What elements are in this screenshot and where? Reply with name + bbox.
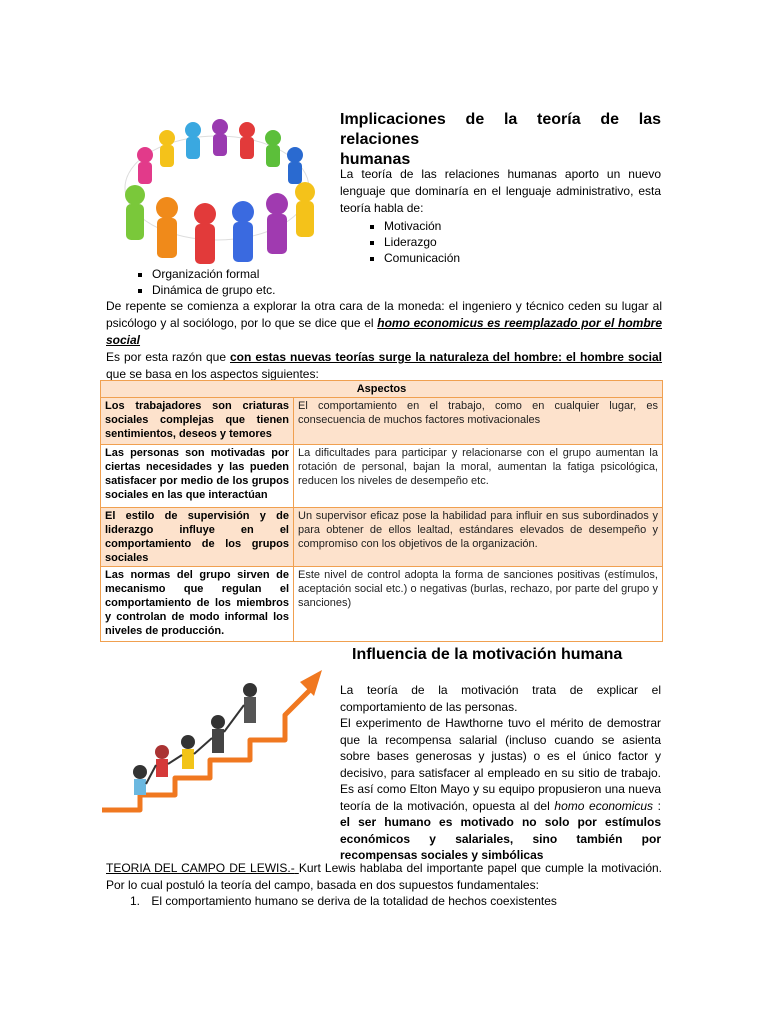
table-row: [101, 508, 663, 567]
lewis-assumptions-list: [130, 893, 557, 909]
homo-economicus-emphasis: homo economicus es reemplazado por el hombre social: [106, 316, 662, 347]
body-paragraph: De repente se comienza a explorar la otra cara de la moneda: el ingeniero y técnico ceden su lugar al psicólogo y al sociólogo, por lo que se dice que el homo economicus es reemplazado por el hombre social Es por esta razón que con estas nuevas teorías surge la naturaleza del hombre: el hombre social que se basa en los aspectos siguientes:: [106, 299, 662, 381]
heading-line-1: Implicaciones de la teoría de las relaciones: [340, 111, 661, 148]
table-cell: Un supervisor eficaz pose la habilidad para influir en sus subordinados y para obtener de ellos lealtad, estándares elevados de desempeño y compromiso con los objetivos de la organización.: [294, 508, 663, 567]
table-row: [101, 398, 663, 445]
section2-heading: Influencia de la motivación humana: [352, 646, 623, 663]
table-header: Aspectos: [101, 381, 663, 398]
list-item: ▪ Dinámica de grupo etc.: [152, 282, 275, 298]
list-item: ▪ Organización formal: [152, 266, 275, 282]
climbing-arrow-illustration: [100, 660, 330, 830]
table-cell: Los trabajadores son criaturas sociales complejas que tienen sentimientos, deseos y temores: [101, 398, 294, 445]
list-item: ▪ Comunicación: [384, 250, 460, 266]
table-row: [101, 567, 663, 642]
table-row: [101, 445, 663, 508]
lewis-title: TEORIA DEL CAMPO DE LEWIS.-: [106, 861, 295, 875]
table-cell: La dificultades para participar y relacionarse con el grupo aumentan la rotación de personal, bajan la moral, aumentan la fatiga psicológica, reducen los niveles de desempeño etc.: [294, 445, 663, 508]
intro-paragraph: La teoría de las relaciones humanas aporto un nuevo lenguaje que dominaría en el lenguaje administrativo, esta teoría habla de:: [340, 167, 661, 215]
table-cell: Las normas del grupo sirven de mecanismo que regulan el comportamiento de los miembros y controlan de modo informal los niveles de producción.: [101, 567, 294, 642]
social-rewards-emphasis: el ser humano es motivado no solo por estímulos económicos y salariales, sino también por recompensas sociales y simbólicas: [340, 815, 661, 862]
people-circle-illustration: [105, 100, 330, 265]
table-cell: Este nivel de control adopta la forma de sanciones positivas (estímulos, aceptación social etc.) o negativas (burlas, rechazo, por parte del grupo y sanciones): [294, 567, 663, 642]
list-number: 1.: [130, 894, 141, 908]
lewis-paragraph: TEORIA DEL CAMPO DE LEWIS.- Kurt Lewis hablaba del importante papel que cumple la motivación. Por lo cual postuló la teoría del campo, basada en dos supuestos fundamentales:: [106, 861, 663, 892]
theory-topics-list-continued: [152, 266, 275, 298]
section1-heading: [340, 110, 661, 170]
motivation-paragraph: La teoría de la motivación trata de explicar el comportamiento de las personas. El experimento de Hawthorne tuvo el mérito de demostrar que la recompensa salarial (incluso cuando se asienta sobre bases generosas y justas) o es el único factor y decisivo, para satisfacer al empleado en su sitio de trabajo. Es así como Elton Mayo y su equipo propusieron una nueva teoría de la motivación, opuesta al del homo economicus : el ser humano es motivado no solo por estímulos económicos y salariales, sino también por recompensas sociales y simbólicas: [340, 683, 662, 862]
table-cell: Las personas son motivadas por ciertas necesidades y las pueden satisfacer por medio de los grupos sociales en las que interactúan: [101, 445, 294, 508]
hombre-social-emphasis: con estas nuevas teorías surge la naturaleza del hombre: el hombre social: [230, 350, 662, 364]
heading-line-2: humanas: [340, 151, 411, 168]
theory-topics-list: [384, 218, 460, 266]
list-item: ▪ Motivación: [384, 218, 460, 234]
aspects-table: [100, 380, 663, 642]
table-cell: El estilo de supervisión y de liderazgo influye en el comportamiento de los grupos sociales: [101, 508, 294, 567]
list-item: El comportamiento humano se deriva de la totalidad de hechos coexistentes: [151, 894, 557, 908]
table-cell: El comportamiento en el trabajo, como en cualquier lugar, es consecuencia de muchos factores motivacionales: [294, 398, 663, 445]
list-item: ▪ Liderazgo: [384, 234, 460, 250]
